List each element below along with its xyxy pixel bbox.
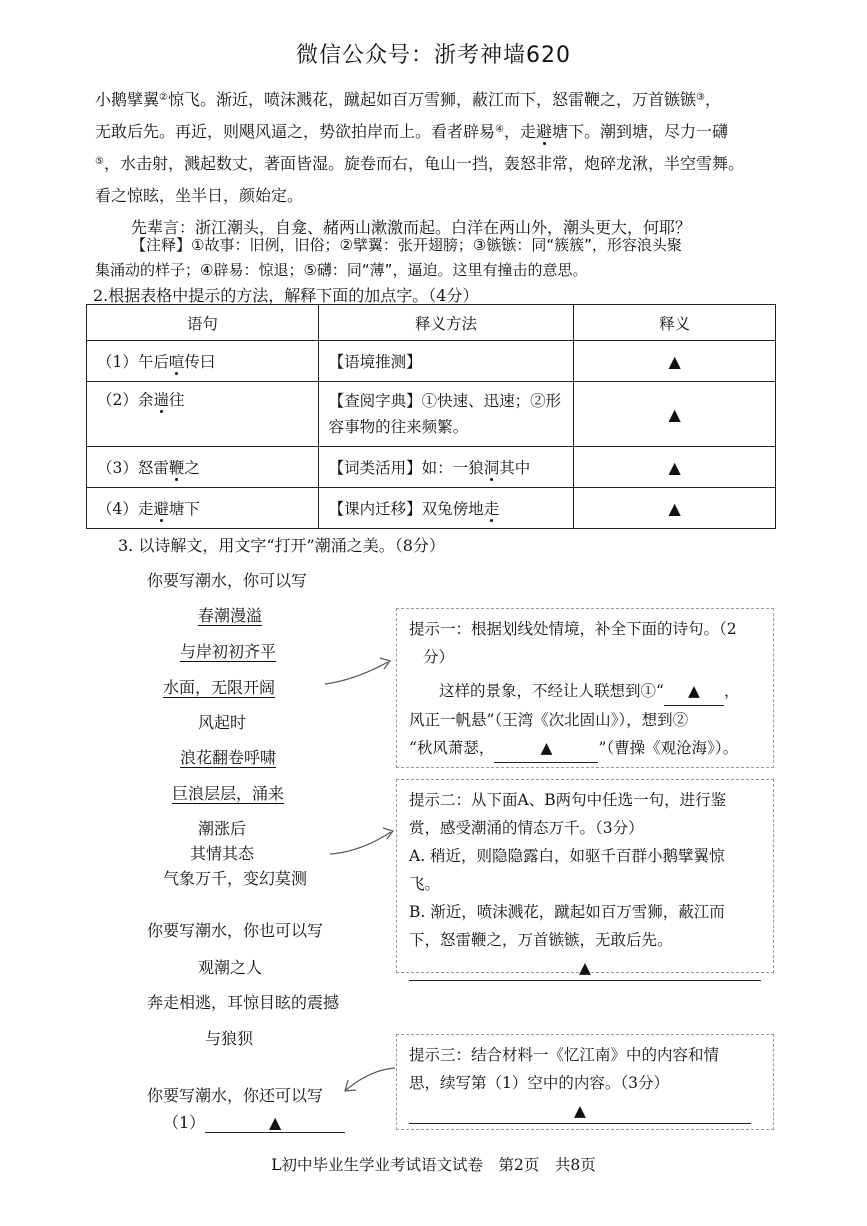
passage-line-1: 小鹅擘翼②惊飞。渐近，喷沫溅花，蹴起如百万雪狮，蔽江而下，怒雷鞭之，万首镞镞③， xyxy=(95,90,721,109)
question-3-title: 3. 以诗解文，用文字“打开”潮涌之美。（8分） xyxy=(118,536,445,555)
hint-text: 提示三：结合材料一《忆江南》中的内容和情 xyxy=(409,1046,720,1064)
poem-line: 其情其态 xyxy=(190,844,255,863)
table-cell-sentence: （4）走避塘下 xyxy=(87,488,319,529)
table-row xyxy=(87,341,776,382)
table-row xyxy=(87,488,776,529)
table-cell-method: 【词类活用】如：一狼洞其中 xyxy=(318,447,574,488)
table-cell-sentence: （3）怒雷鞭之 xyxy=(87,447,319,488)
poem-line: 奔走相逃，耳惊目眩的震撼 xyxy=(147,993,340,1012)
answer-blank-icon[interactable]: ▲ xyxy=(574,382,776,447)
table-cell-method: 【语境推测】 xyxy=(318,341,574,382)
poem-line-underlined: 浪花翻卷呼啸 xyxy=(180,748,277,767)
poem-line-underlined: 水面，无限开阔 xyxy=(163,678,276,697)
arrow-icon xyxy=(325,822,400,862)
table-cell-sentence: （1）午后喧传曰 xyxy=(87,341,319,382)
hint-text: 这样的景象，不经让人联想到①“ ▲ ， xyxy=(409,677,761,706)
poem-line: 观潮之人 xyxy=(198,958,263,977)
page-footer: L初中毕业生学业考试语文试卷 第2页 共8页 xyxy=(271,1156,596,1174)
table-cell-method: 【课内迁移】双兔傍地走 xyxy=(318,488,574,529)
table-header-row xyxy=(87,305,776,341)
hint-text: 提示一：根据划线处情境，补全下面的诗句。（2 xyxy=(409,620,737,638)
table-cell-method: 【查阅字典】①快速、迅速；②形容事物的往来频繁。 xyxy=(318,382,574,447)
hint-text: 分） xyxy=(423,648,455,666)
poem-line-underlined: 与岸初初齐平 xyxy=(180,642,277,661)
answer-blank-icon[interactable]: ▲ xyxy=(574,341,776,382)
dotted-char: 避 xyxy=(536,122,553,141)
poem-line: 你要写潮水，你还可以写 xyxy=(147,1086,324,1105)
poem-line: 你要写潮水，你可以写 xyxy=(147,571,308,590)
answer-blank-icon[interactable]: ▲ xyxy=(574,447,776,488)
passage-line-4: 看之惊眩，坐半日，颜始定。 xyxy=(95,186,304,205)
answer-blank-icon: ▲ xyxy=(574,1102,586,1120)
table-row xyxy=(87,382,776,447)
annotation-line-2: 集涌动的样子；④辟易：惊退；⑤礴：同“薄”，逼迫。这里有撞击的意思。 xyxy=(95,261,588,279)
answer-blank[interactable] xyxy=(494,734,598,763)
answer-blank[interactable] xyxy=(664,677,724,706)
arrow-icon xyxy=(340,1062,400,1102)
hint-text: B. 渐近，喷沫溅花，蹴起如百万雪狮，蔽江而 xyxy=(409,903,725,921)
poem-line-underlined: 春潮漫溢 xyxy=(198,606,263,625)
table-header: 释义 xyxy=(574,305,776,341)
hint-text: 飞。 xyxy=(409,875,441,893)
table-row xyxy=(87,447,776,488)
answer-blank-icon: ▲ xyxy=(579,959,591,977)
answer-blank[interactable] xyxy=(409,1099,751,1124)
answer-blank-icon: ▲ xyxy=(540,739,553,757)
page-header: 微信公众号：浙考神墙620 xyxy=(296,43,571,68)
hint-text: 风正一帆悬”（王湾《次北固山》），想到② xyxy=(409,711,689,729)
passage-line-3: ⑤，水击射，溅起数丈，著面皆湿。旋卷而右，龟山一挡，轰怒非常，炮碎龙湫，半空雪舞。 xyxy=(95,154,744,173)
poem-line: 风起时 xyxy=(198,713,247,732)
table-header: 释义方法 xyxy=(318,305,574,341)
answer-blank-icon: ▲ xyxy=(687,682,700,700)
hint-box-3 xyxy=(396,1034,774,1130)
table-cell-sentence: （2）余遄往 xyxy=(87,382,319,447)
hint-text: 下，怒雷鞭之，万首镞镞，无敢后先。 xyxy=(409,931,673,949)
poem-line-underlined: 巨浪层层，涌来 xyxy=(172,784,285,803)
annotation-line-1: 【注释】①故事：旧例，旧俗；②擘翼：张开翅膀；③镞镞：同“簇簇”，形容浪头聚 xyxy=(131,236,682,254)
poem-line: 你要写潮水，你也可以写 xyxy=(147,921,324,940)
hint-text: A. 稍近，则隐隐露白，如驱千百群小鹅擘翼惊 xyxy=(409,847,725,865)
hint-box-1 xyxy=(396,608,774,768)
answer-blank-icon[interactable]: ▲ xyxy=(574,488,776,529)
hint-text: 赏，感受潮涌的情态万千。（3分） xyxy=(409,819,644,837)
table-header: 语句 xyxy=(87,305,319,341)
poem-line: 气象万千，变幻莫测 xyxy=(163,869,308,888)
arrow-icon xyxy=(320,650,400,690)
answer-blank[interactable] xyxy=(205,1113,345,1133)
question-2-table xyxy=(86,304,776,529)
answer-blank-icon: ▲ xyxy=(269,1113,282,1132)
hint-text: 提示二：从下面A、B两句中任选一句，进行鉴 xyxy=(409,791,727,809)
passage-line-2: 无敢后先。再近，则飓风逼之，势欲拍岸而上。看者辟易④，走避塘下。潮到塘，尽力一礴 xyxy=(95,122,729,141)
hint-box-2 xyxy=(396,779,774,977)
poem-blank-line: （1） ▲ xyxy=(163,1110,345,1133)
question-2-title: 2.根据表格中提示的方法，解释下面的加点字。（4分） xyxy=(93,286,479,305)
answer-blank[interactable] xyxy=(409,956,761,981)
hint-text: 思，续写第（1）空中的内容。（3分） xyxy=(409,1074,669,1092)
poem-line: 潮涨后 xyxy=(198,819,247,838)
poem-line: 与狼狈 xyxy=(205,1029,254,1048)
passage-line-5: 先辈言：浙江潮头，自龛、赭两山漱激而起。白洋在两山外，潮头更大，何耶？ xyxy=(131,218,692,237)
hint-text: “秋风萧瑟， ▲ ”（曹操《观沧海》）。 xyxy=(409,734,761,763)
